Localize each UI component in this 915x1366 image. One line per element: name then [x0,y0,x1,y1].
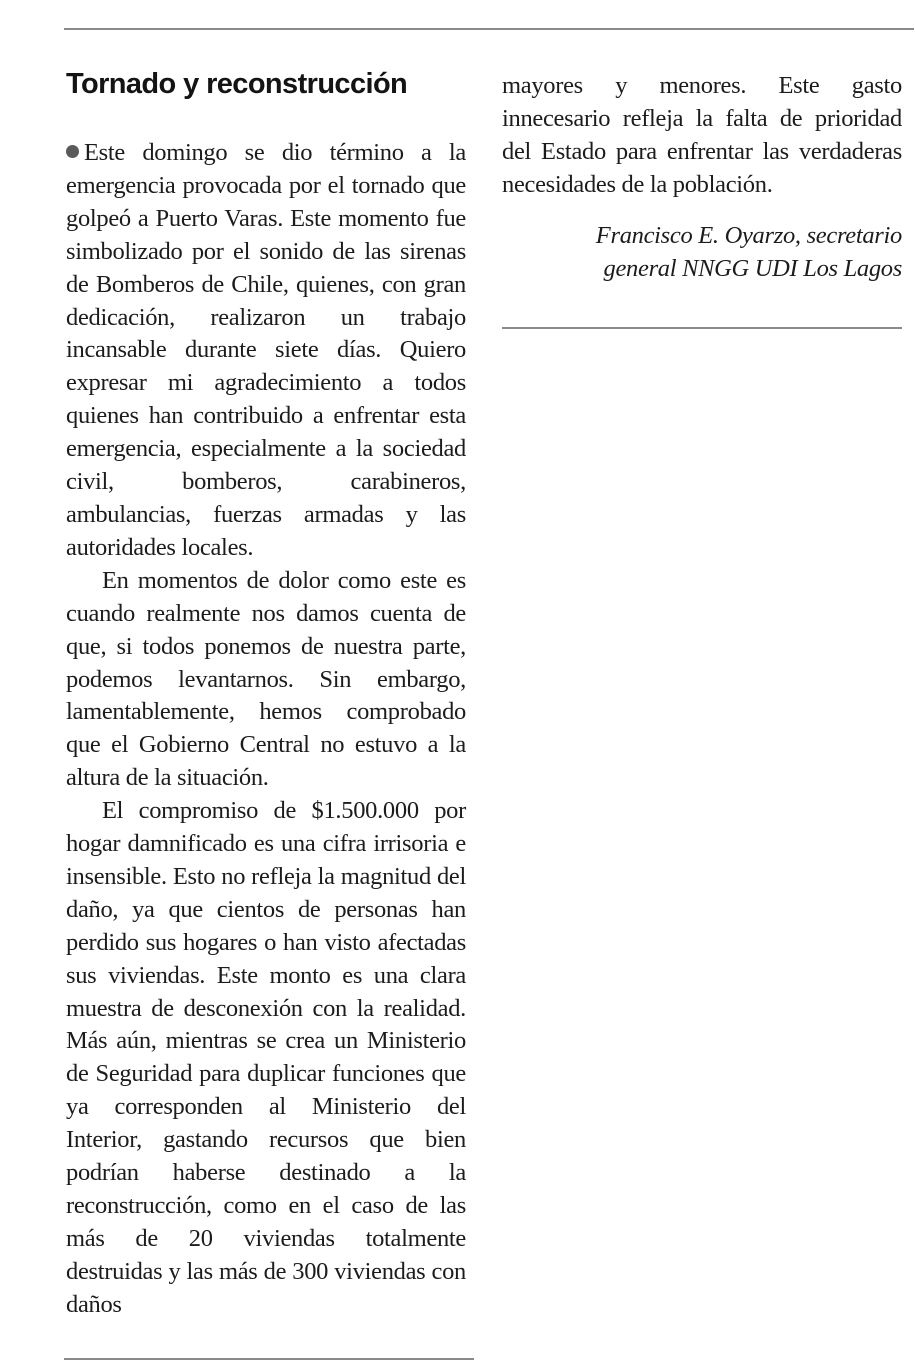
paragraph-2: En momentos de dolor como este es cuando realmente nos damos cuenta de que, si todos ponemos de nuestra parte, podemos levantarnos. Sin embargo, lamentablemente, hemos comprobado que el Gobierno Central no estuvo a la altura de la situación. [66,566,466,792]
column-right [502,70,902,285]
paragraph-1-text: Este domingo se dio término a la emergencia provocada por el tornado que golpeó a Puerto Varas. Este momento fue simbolizado por el sonido de las sirenas de Bomberos de Chile, quienes, con gran dedicación, realizaron un trabajo incansable durante siete días. Quiero expresar mi agradecimiento a todos quienes han contribuido a enfrentar esta emergencia, especialmente a la sociedad civil, bomberos, carabineros, ambulancias, fuerzas armadas y las autoridades locales. [66,139,466,561]
right-column-end-rule [502,327,902,329]
signature-line-1: Francisco E. Oyarzo, secretario [595,221,902,249]
column-left [66,137,466,1322]
top-rule [64,28,914,30]
headline: Tornado y reconstrucción [66,68,408,100]
paragraph-3-part-2: mayores y menores. Este gasto innecesario refleja la falta de prioridad del Estado para enfrentar las verdaderas necesidades de la población. [502,72,902,198]
bullet-icon [66,145,79,158]
paragraph-3-part-1: El compromiso de $1.500.000 por hogar damnificado es una cifra irrisoria e insensible. Esto no refleja la magnitud del daño, ya que cientos de personas han perdido sus hogares o han visto afectadas sus viviendas. Este monto es una clara muestra de desconexión con la realidad. Más aún, mientras se crea un Ministerio de Seguridad para duplicar funciones que ya corresponden al Ministerio del Interior, gastando recursos que bien podrían haberse destinado a la reconstrucción, como en el caso de las más de 20 viviendas totalmente destruidas y las más de 300 viviendas con daños [66,797,466,1318]
paragraph-1 [66,137,466,565]
signature-line-2: general NNGG UDI Los Lagos [603,254,902,282]
left-column-end-rule [64,1358,474,1360]
signature [502,220,902,286]
